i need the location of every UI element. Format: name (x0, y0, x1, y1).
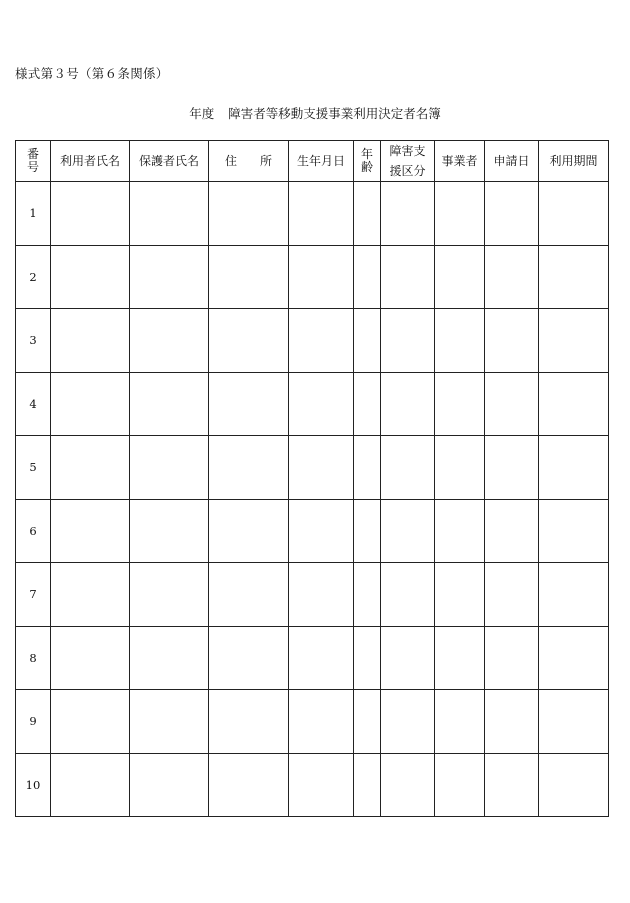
table-row (16, 753, 609, 817)
cell-support-category (381, 563, 435, 627)
cell-birth-date (289, 690, 354, 754)
cell-provider (435, 753, 485, 817)
cell-provider (435, 626, 485, 690)
cell-birth-date (289, 563, 354, 627)
cell-address (209, 182, 289, 246)
row-number: 6 (16, 499, 51, 563)
cell-guardian-name (130, 182, 209, 246)
cell-birth-date (289, 182, 354, 246)
cell-user-name (51, 182, 130, 246)
cell-support-category (381, 436, 435, 500)
cell-address (209, 309, 289, 373)
table-row (16, 690, 609, 754)
col-birth-date: 生年月日 (289, 141, 354, 182)
col-age-line-1: 年 (360, 146, 373, 161)
cell-age (354, 182, 381, 246)
cell-user-name (51, 753, 130, 817)
cell-usage-period (539, 753, 609, 817)
cell-age (354, 309, 381, 373)
cell-usage-period (539, 563, 609, 627)
col-support-category-line-1: 障害支 (389, 144, 426, 158)
col-address-char-1: 住 (225, 154, 238, 168)
cell-guardian-name (130, 436, 209, 500)
table-row (16, 499, 609, 563)
cell-address (209, 626, 289, 690)
col-provider: 事業者 (435, 141, 485, 182)
cell-provider (435, 182, 485, 246)
cell-guardian-name (130, 245, 209, 309)
cell-provider (435, 309, 485, 373)
col-support-category (381, 141, 435, 182)
row-number: 4 (16, 372, 51, 436)
cell-usage-period (539, 309, 609, 373)
col-user-name: 利用者氏名 (51, 141, 130, 182)
cell-birth-date (289, 245, 354, 309)
document-title (0, 104, 630, 122)
cell-user-name (51, 245, 130, 309)
cell-age (354, 626, 381, 690)
register-table (15, 140, 609, 817)
cell-address (209, 372, 289, 436)
cell-guardian-name (130, 499, 209, 563)
cell-age (354, 753, 381, 817)
cell-provider (435, 563, 485, 627)
col-address-char-2: 所 (259, 154, 272, 168)
cell-guardian-name (130, 690, 209, 754)
cell-provider (435, 499, 485, 563)
cell-birth-date (289, 753, 354, 817)
col-usage-period: 利用期間 (539, 141, 609, 182)
cell-address (209, 753, 289, 817)
table-row (16, 436, 609, 500)
cell-application-date (485, 182, 539, 246)
col-age (354, 141, 381, 182)
table-row (16, 563, 609, 627)
row-number: 7 (16, 563, 51, 627)
cell-support-category (381, 245, 435, 309)
cell-birth-date (289, 309, 354, 373)
cell-user-name (51, 436, 130, 500)
cell-application-date (485, 372, 539, 436)
cell-birth-date (289, 499, 354, 563)
cell-support-category (381, 309, 435, 373)
cell-application-date (485, 753, 539, 817)
cell-address (209, 690, 289, 754)
col-number (16, 141, 51, 182)
form-number: 様式第３号（第６条関係） (15, 66, 169, 81)
cell-user-name (51, 499, 130, 563)
cell-usage-period (539, 436, 609, 500)
cell-user-name (51, 626, 130, 690)
cell-support-category (381, 753, 435, 817)
row-number: 9 (16, 690, 51, 754)
row-number: 1 (16, 182, 51, 246)
cell-application-date (485, 690, 539, 754)
year-label: 年度 (189, 106, 215, 121)
cell-provider (435, 436, 485, 500)
col-support-category-line-2: 援区分 (389, 164, 426, 178)
row-number: 3 (16, 309, 51, 373)
cell-birth-date (289, 436, 354, 500)
cell-age (354, 690, 381, 754)
cell-provider (435, 690, 485, 754)
cell-guardian-name (130, 309, 209, 373)
cell-usage-period (539, 690, 609, 754)
cell-address (209, 245, 289, 309)
cell-age (354, 499, 381, 563)
cell-usage-period (539, 245, 609, 309)
col-address (209, 141, 289, 182)
col-age-line-2: 齢 (360, 159, 373, 174)
cell-age (354, 563, 381, 627)
cell-user-name (51, 563, 130, 627)
header-row (16, 141, 609, 182)
cell-age (354, 372, 381, 436)
cell-application-date (485, 436, 539, 500)
cell-usage-period (539, 499, 609, 563)
cell-guardian-name (130, 563, 209, 627)
row-number: 8 (16, 626, 51, 690)
cell-user-name (51, 372, 130, 436)
cell-birth-date (289, 626, 354, 690)
cell-user-name (51, 690, 130, 754)
cell-application-date (485, 499, 539, 563)
cell-guardian-name (130, 626, 209, 690)
cell-support-category (381, 372, 435, 436)
cell-guardian-name (130, 372, 209, 436)
cell-provider (435, 245, 485, 309)
cell-application-date (485, 309, 539, 373)
cell-usage-period (539, 372, 609, 436)
table-row (16, 245, 609, 309)
col-application-date: 申請日 (485, 141, 539, 182)
title-text: 障害者等移動支援事業利用決定者名簿 (228, 106, 441, 121)
cell-user-name (51, 309, 130, 373)
table-row (16, 309, 609, 373)
cell-application-date (485, 245, 539, 309)
row-number: 5 (16, 436, 51, 500)
row-number: 10 (16, 753, 51, 817)
cell-usage-period (539, 182, 609, 246)
col-number-line-2: 号 (26, 159, 39, 174)
cell-support-category (381, 690, 435, 754)
cell-birth-date (289, 372, 354, 436)
cell-usage-period (539, 626, 609, 690)
table-row (16, 372, 609, 436)
cell-address (209, 563, 289, 627)
cell-support-category (381, 626, 435, 690)
cell-address (209, 436, 289, 500)
cell-application-date (485, 563, 539, 627)
table-row (16, 182, 609, 246)
col-guardian-name: 保護者氏名 (130, 141, 209, 182)
cell-support-category (381, 499, 435, 563)
row-number: 2 (16, 245, 51, 309)
col-number-line-1: 番 (26, 146, 39, 161)
cell-age (354, 436, 381, 500)
cell-support-category (381, 182, 435, 246)
cell-provider (435, 372, 485, 436)
cell-application-date (485, 626, 539, 690)
cell-address (209, 499, 289, 563)
cell-age (354, 245, 381, 309)
table-row (16, 626, 609, 690)
cell-guardian-name (130, 753, 209, 817)
